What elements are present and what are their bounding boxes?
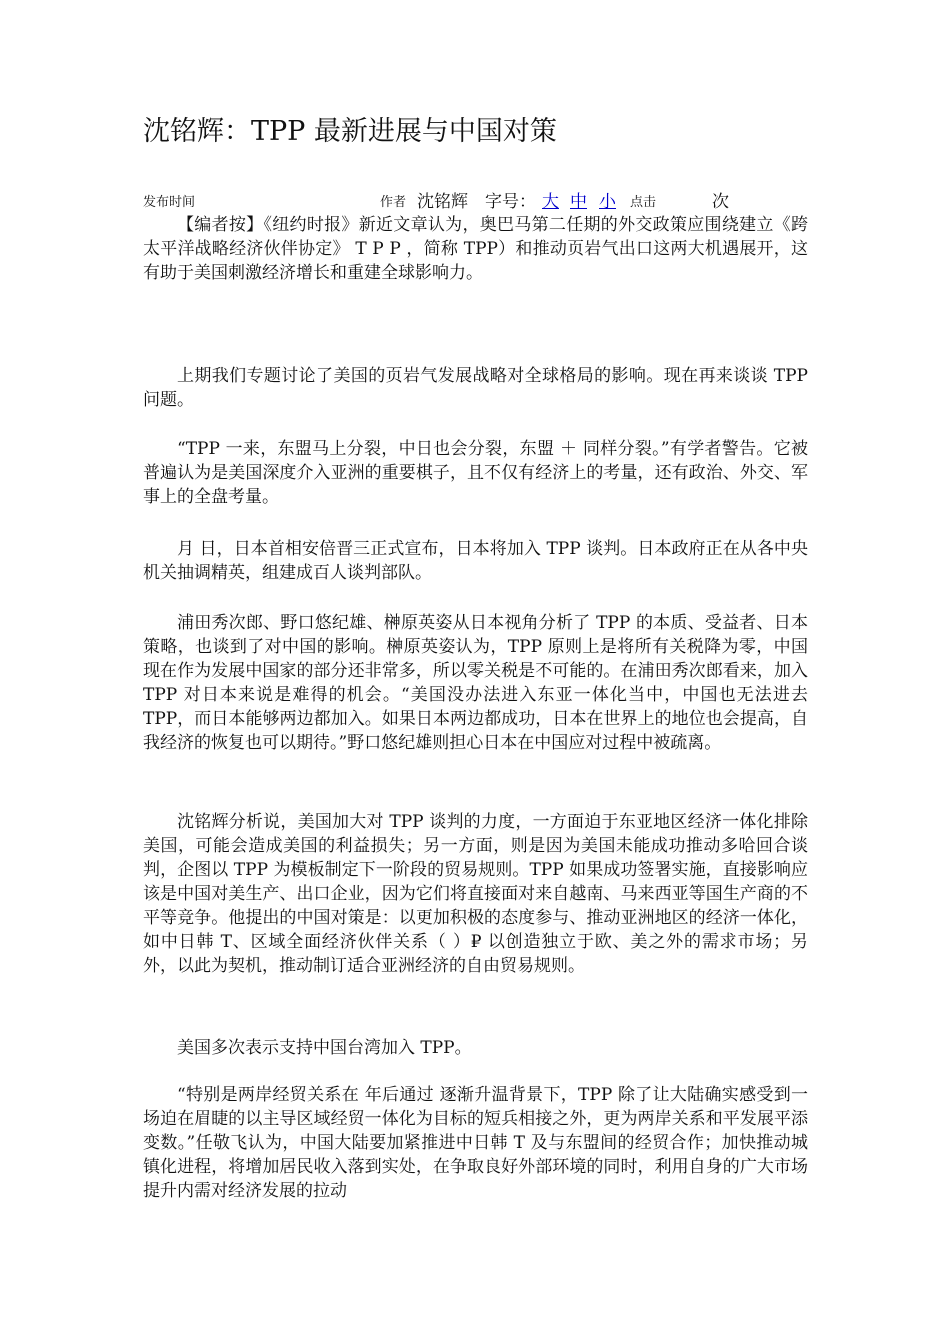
- paragraph-text: 美国多次表示支持中国台湾加入 TPP。: [177, 1038, 472, 1058]
- paragraph-4: [143, 611, 808, 755]
- font-size-small-link[interactable]: 小: [599, 192, 616, 212]
- paragraph-1: [143, 364, 808, 412]
- paragraph-text: “特别是两岸经贸关系在 年后通过 逐渐升温背景下，TPP 除了让大陆确实感受到一场迫在眉睫的以主导区域经贸一体化为目标的短兵相接之外，更为两岸关系和平发展平添变数。”任敬飞认为，中国大陆要加紧推进中日韩 T 及与东盟间的经贸合作；加快推动城镇化进程，将增加居民收入落到实处，在争取良好外部环境的同时，利用自身的广大市场提升内需对经济发展的拉动: [143, 1085, 808, 1201]
- paragraph-3: [143, 537, 808, 585]
- paragraph-text: 沈铭辉分析说，美国加大对 TPP 谈判的力度，一方面迫于东亚地区经济一体化排除美国，可能会造成美国的利益损失；另一方面，则是因为美国未能成功推动多哈回合谈判，企图以 TPP 为模板制定下一阶段的贸易规则。TPP 如果成功签署实施，直接影响应该是中国对美生产、出口企业，因为它们将直接面对来自越南、马来西亚等国生产商的不平等竞争。他提出的中国对策是：以更加积极的态度参与、推动亚洲地区的经济一体化，如中日韩 T、区域全面经济伙伴关系（ ）₽ 以创造独立于欧、美之外的需求市场；另外，以此为契机，推动制订适合亚洲经济的自由贸易规则。: [143, 812, 808, 976]
- paragraph-6: [143, 1036, 808, 1060]
- font-size-medium-link[interactable]: 中: [570, 192, 587, 212]
- paragraph-text: “TPP 一来，东盟马上分裂，中日也会分裂，东盟 ＋ 同样分裂。”有学者警告。它被普遍认为是美国深度介入亚洲的重要棋子，且不仅有经济上的考量，还有政治、外交、军事上的全盘考量。: [143, 439, 808, 507]
- clicks-unit: 次: [712, 192, 729, 212]
- editor-note: [143, 213, 808, 285]
- paragraph-2: [143, 437, 808, 509]
- paragraph-7: [143, 1083, 808, 1203]
- font-size-label: 字号：: [485, 192, 536, 212]
- font-size-large-link[interactable]: 大: [542, 192, 559, 212]
- clicks-label: 点击: [630, 195, 657, 210]
- paragraph-text: 上期我们专题讨论了美国的页岩气发展战略对全球格局的影响。现在再来谈谈 TPP 问题。: [143, 366, 808, 410]
- paragraph-text: 月 日，日本首相安倍晋三正式宣布，日本将加入 TPP 谈判。日本政府正在从各中央机关抽调精英，组建成百人谈判部队。: [143, 539, 808, 583]
- editor-note-text: 【编者按】《纽约时报》新近文章认为，奥巴马第二任期的外交政策应围绕建立《跨太平洋战略经济伙伴协定》 T P P ，简称 TPP）和推动页岩气出口这两大机遇展开，这有助于美国刺激经济增长和重建全球影响力。: [143, 215, 808, 283]
- author-label: 作者: [380, 195, 407, 210]
- author-name: 沈铭辉: [417, 192, 468, 212]
- publish-time-label: 发布时间: [143, 195, 196, 210]
- article-meta: [143, 186, 823, 212]
- page-title: 沈铭辉：TPP 最新进展与中国对策: [143, 116, 557, 147]
- paragraph-5: [143, 810, 808, 978]
- paragraph-text: 浦田秀次郎、野口悠纪雄、榊原英姿从日本视角分析了 TPP 的本质、受益者、日本策略，也谈到了对中国的影响。榊原英姿认为，TPP 原则上是将所有关税降为零，中国现在作为发展中国家的部分还非常多，所以零关税是不可能的。在浦田秀次郎看来，加入 TPP 对日本来说是难得的机会。“美国没办法进入东亚一体化当中，中国也无法进去 TPP，而日本能够两边都加入。如果日本两边都成功，日本在世界上的地位也会提高，自我经济的恢复也可以期待。”野口悠纪雄则担心日本在中国应对过程中被疏离。: [143, 613, 808, 753]
